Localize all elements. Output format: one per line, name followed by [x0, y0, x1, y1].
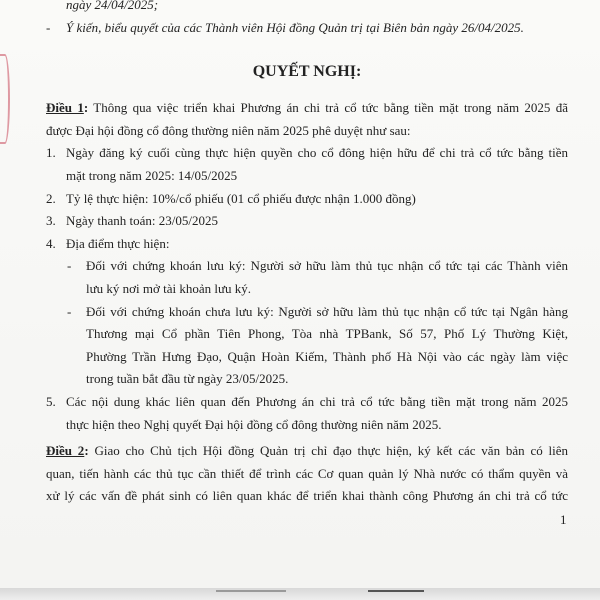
item-1-line-2: mặt trong năm 2025: 14/05/2025	[66, 167, 238, 183]
preamble-bullet	[46, 17, 568, 40]
item-5-number: 5.	[46, 393, 56, 409]
bottom-edge-bar	[0, 588, 600, 600]
document-body	[46, 0, 568, 508]
preamble-bullet-marker: -	[46, 19, 51, 35]
article-1-line-2: được Đại hội đồng cổ đông thường niên năm 2025 phê duyệt như sau:	[46, 122, 411, 138]
article-2-line-1	[46, 440, 568, 463]
item-3-text: Ngày thanh toán: 23/05/2025	[66, 213, 219, 229]
item-5	[46, 391, 568, 436]
item-4	[46, 233, 568, 256]
red-seal-stamp	[0, 54, 10, 144]
article-2-line-3: xử lý các vấn đề phát sinh có liên quan khác để triển khai thành công Phương án chi trả cổ tức	[46, 488, 568, 504]
sub-bullet-2	[67, 301, 568, 391]
sub-bullet-1-line-2: lưu ký nơi mở tài khoản lưu ký.	[86, 280, 252, 296]
article-1-text: Thông qua việc triển khai Phương án chi trả cổ tức bằng tiền mặt trong năm 2025 đã	[93, 100, 569, 116]
sub-bullet-2-line-4: trong tuần bắt đầu từ ngày 23/05/2025.	[86, 371, 289, 387]
preamble-cut-line: ngày 24/04/2025;	[66, 0, 159, 12]
item-4-number: 4.	[46, 235, 56, 251]
sub-bullet-2-line-1: Đối với chứng khoán chưa lưu ký: Người sở hữu làm thủ tục nhận cổ tức tại Ngân hàng	[86, 303, 568, 319]
sub-bullet-1-marker: -	[67, 258, 72, 274]
item-1-number: 1.	[46, 145, 56, 161]
sub-bullet-1-line-1: Đối với chứng khoán lưu ký: Người sở hữu làm thủ tục nhận cổ tức tại các Thành viên	[86, 258, 568, 274]
item-2-number: 2.	[46, 190, 56, 206]
sub-bullet-2-line-3: Phường Trần Hưng Đạo, Quận Hoàn Kiếm, Thành phố Hà Nội vào các ngày làm việc	[86, 348, 568, 364]
article-2-label: Điều 2	[46, 443, 85, 459]
item-3	[46, 210, 568, 233]
item-5-line-2: thực hiện theo Nghị quyết Đại hội đồng cổ đông thường niên năm 2025.	[66, 416, 442, 432]
article-1-line-1	[46, 97, 568, 120]
item-4-text: Địa điểm thực hiện:	[66, 235, 170, 251]
item-2-text: Tỷ lệ thực hiện: 10%/cổ phiếu (01 cổ phiếu được nhận 1.000 đồng)	[66, 190, 416, 206]
item-1	[46, 142, 568, 187]
item-1-line-1: Ngày đăng ký cuối cùng thực hiện quyền cho cổ đông hiện hữu để chi trả cổ tức bằng tiền	[66, 145, 568, 161]
bottom-edge-mark	[368, 590, 424, 592]
document-title: QUYẾT NGHỊ:	[252, 63, 362, 81]
article-2-colon: :	[84, 443, 89, 459]
page-number: 1	[560, 512, 567, 527]
sub-bullet-2-marker: -	[67, 303, 72, 319]
article-1-label: Điều 1	[46, 100, 84, 116]
item-5-line-1: Các nội dung khác liên quan đến Phương án chi trả cổ tức bằng tiền mặt trong năm 2025	[66, 393, 568, 409]
sub-bullet-1	[67, 255, 568, 300]
article-2-text-1: Giao cho Chủ tịch Hội đồng Quản trị chỉ đạo thực hiện, ký kết các văn bản có liên	[94, 443, 569, 459]
article-2-line-2: quan, tiến hành các thủ tục cần thiết để trình các Cơ quan quản lý Nhà nước có thẩm quyền và	[46, 465, 568, 481]
article-1-colon: :	[83, 100, 89, 116]
bottom-edge-mark	[216, 590, 286, 592]
item-2	[46, 188, 568, 211]
item-3-number: 3.	[46, 213, 56, 229]
sub-bullet-2-line-2: Thương mại Cổ phần Tiên Phong, Tòa nhà TPBank, Số 57, Phố Lý Thường Kiệt,	[86, 326, 568, 342]
preamble-bullet-text: Ý kiến, biểu quyết của các Thành viên Hội đồng Quản trị tại Biên bản ngày 26/04/2025.	[66, 19, 524, 35]
